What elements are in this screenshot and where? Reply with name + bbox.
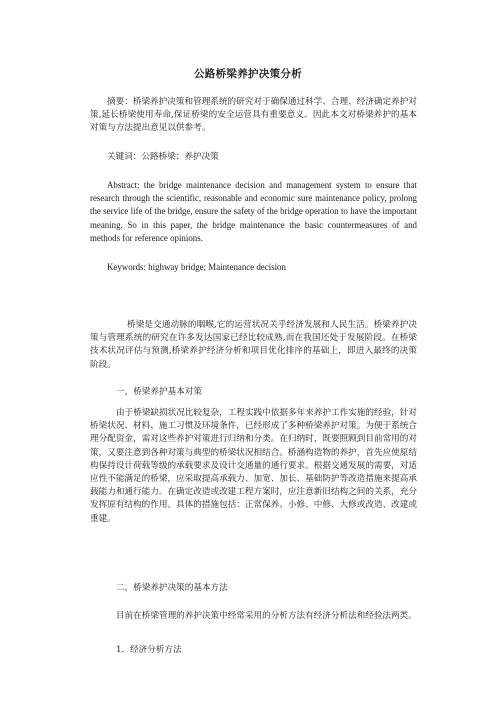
intro-paragraph: 桥梁是交通动脉的咽喉,它的运营状况关乎经济发展和人民生活。桥梁养护决策与管理系统的研究在许多发达国家已经比较成熟,而在我国还处于发展阶段。在桥梁技术状况评估与预测,桥梁养护经济分析和项目优化排序的基础上，即进入最终的决策阶段。 — [90, 320, 417, 370]
section-2-heading: 二，桥梁养护决策的基本方法 — [116, 583, 228, 593]
section-1-body: 由于桥梁缺损状况比较复杂，工程实践中依据多年来养护工作实施的经验，针对桥梁状况、材料、施工习惯及环境条件，已经形成了多种桥梁养护对策。为便于系统合理分配资金，需对这些养护对策进行归纳和分类。在归纳时，既要照顾到目前常用的对策，又要注意到各种对策与典型的桥梁状况相结合。桥涵构造物的养护，首先应使原结构保持设计荷载等级的承载要求及设计交通量的通行要求。根据交通发展的需要，对适应性不能满足的桥梁，应采取提高承载力、加宽、加长、基础防护等改造措施来提高承载能力和通行能力。在确定改造或改建工程方案时，应注意新旧结构之间的关系，充分发挥原有结构的作用。具体的措施包括：正常保养、小修、中修、大修或改造、改建或重建。 — [90, 408, 417, 524]
section-2-1-heading: 1．经济分析方法 — [116, 645, 182, 655]
keywords-cn: 关键词：公路桥梁；养护决策 — [107, 152, 219, 162]
abstract-cn: 摘要：桥梁养护决策和管理系统的研究对于确保通过科学、合理、经济确定养护对策,延长桥梁使用寿命,保证桥梁的安全运营具有重要意义。因此本文对桥梁养护的基本对策与方法提出意见以供参考。 — [90, 97, 417, 134]
abstract-en: Abstract: the bridge maintenance decision and management system to ensure that research through the scientific, reasonable and economic sure maintenance policy, prolong the service life of the bridge, ensure the safety of the bridge operation to have the important meaning. So in this paper, the bridge maintenance the basic countermeasures of and methods for reference opinions. — [90, 180, 417, 243]
section-1-heading: 一，桥梁养护基本对策 — [116, 387, 202, 397]
document-title: 公路桥梁养护决策分析 — [194, 68, 302, 80]
section-2-body: 目前在桥梁管理的养护决策中经常采用的分析方法有经济分析法和经验法两类。 — [116, 611, 417, 621]
keywords-en: Keywords: highway bridge; Maintenance decision — [107, 262, 286, 272]
